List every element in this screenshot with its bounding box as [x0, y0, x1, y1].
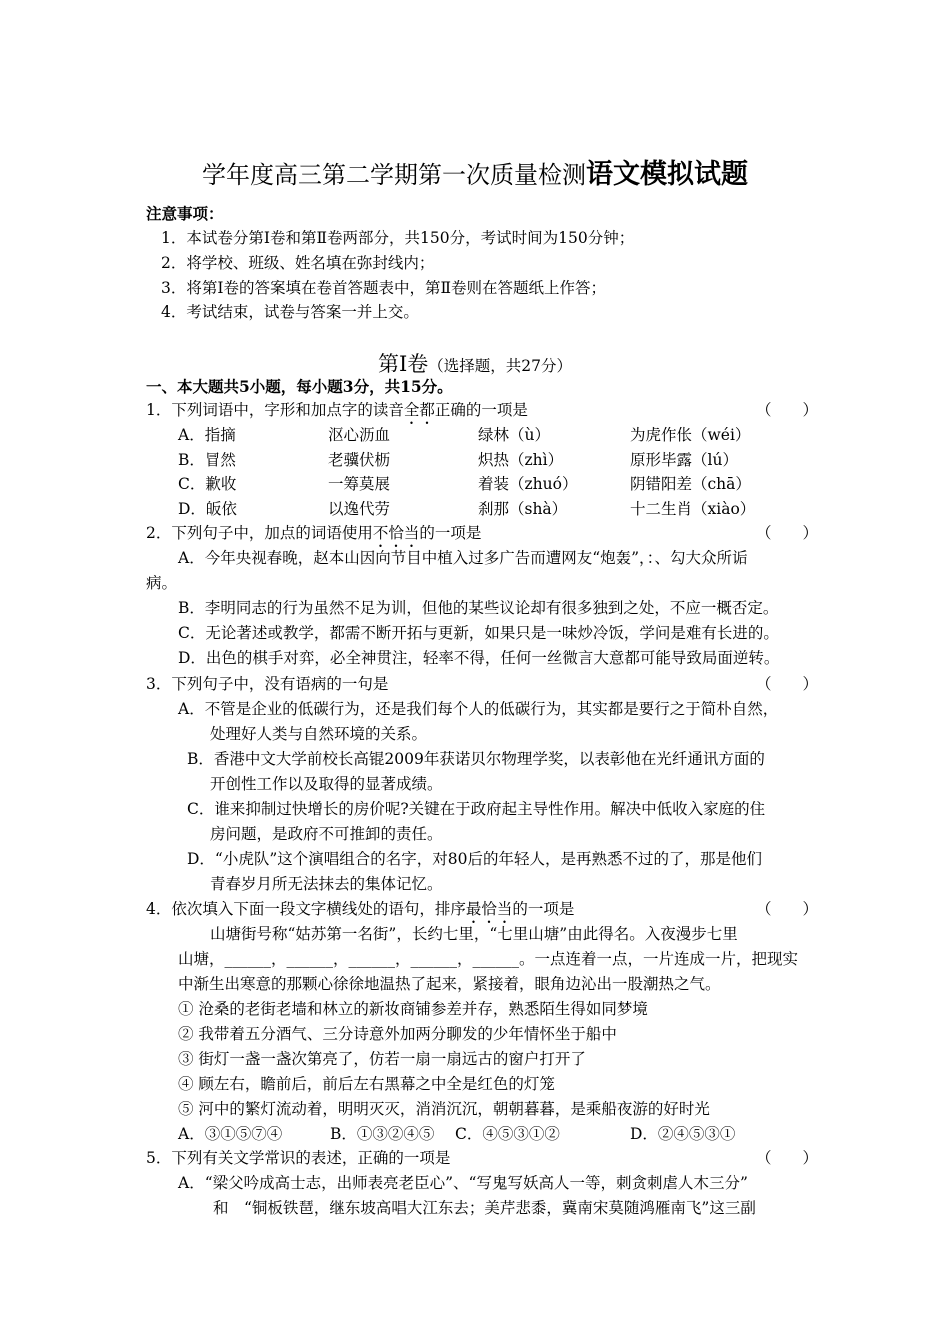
question-1-stem: 1．下列词语中，字形和加点字的读音全都正确的一项是 — [146, 401, 528, 419]
choice-option: C．④⑤③①② — [455, 1125, 560, 1143]
question-3-stem: 3．下列句子中，没有语病的一句是 — [146, 675, 389, 693]
emphasis-text: 不恰当 — [372, 524, 420, 542]
choice-option: A．③①⑤⑦④ — [178, 1125, 283, 1143]
question-2-stem: 2．下列句子中，加点的词语使用不恰当的一项是 — [146, 524, 482, 542]
sentence-item: ① 沧桑的老街老墙和林立的新妆商铺参差并存，熟悉陌生得如同梦境 — [178, 1000, 648, 1018]
notice-item: 3．将第Ⅰ卷的答案填在卷首答题表中，第Ⅱ卷则在答题纸上作答； — [161, 279, 607, 297]
option-text: A．不管是企业的低碳行为，还是我们每个人的低碳行为，其实都是要行之于简朴自然， — [178, 700, 779, 718]
option-text: 处理好人类与自然环境的关系。 — [210, 725, 428, 743]
sentence-item: ② 我带着五分酒气、三分诗意外加两分聊发的少年情怀坐于船中 — [178, 1025, 617, 1043]
notice-heading: 注意事项： — [146, 204, 224, 223]
answer-paren: （ ） — [756, 1149, 819, 1167]
emphasis-text: 最恰当 — [465, 900, 513, 918]
answer-paren: （ ） — [756, 401, 819, 419]
sentence-item: ⑤ 河中的繁灯流动着，明明灭灭，消消沉沉，朝朝暮暮，是乘船夜游的好时光 — [178, 1100, 710, 1118]
option-text: B．李明同志的行为虽然不足为训，但他的某些议论却有很多独到之处，不应一概否定。 — [178, 599, 779, 617]
part-heading: 一、本大题共5小题，每小题3分，共15分。 — [146, 377, 453, 396]
option-text: 青春岁月所无法抹去的集体记忆。 — [210, 875, 443, 893]
section-title — [0, 348, 950, 378]
emphasis-text: 全都 — [403, 401, 435, 419]
option-text: A．今年央视春晚，赵本山因向节目中植入过多广告而遭网友“炮轰”，：、勾大众所诟 — [178, 549, 748, 567]
option-text: C．无论著述或教学，都需不断开拓与更新，如果只是一味炒冷饭，学问是难有长进的。 — [178, 624, 779, 642]
question-4-stem: 4．依次填入下面一段文字横线处的语句，排序最恰当的一项是 — [146, 900, 575, 918]
passage-text: 山塘街号称“姑苏第一名街”，长约七里，“七里山塘”由此得名。入夜漫步七里 — [210, 925, 738, 943]
option-text: 和 “铜板铁琶，继东坡高唱大江东去；美芹悲黍，冀南宋莫随鸿雁南飞”这三副 — [213, 1199, 756, 1217]
page-title — [0, 152, 950, 191]
notice-item: 2．将学校、班级、姓名填在弥封线内； — [161, 254, 435, 272]
title-bold: 语文模拟试题 — [586, 159, 748, 190]
section-name: 第Ⅰ卷 — [377, 352, 429, 376]
section-note: （选择题，共27分） — [428, 357, 573, 375]
sentence-item: ③ 街灯一盏一盏次第亮了，仿若一扇一扇远古的窗户打开了 — [178, 1050, 586, 1068]
answer-paren: （ ） — [756, 524, 819, 542]
notice-item: 4．考试结束，试卷与答案一并上交。 — [161, 303, 419, 321]
sentence-item: ④ 顾左右，瞻前后，前后左右黑幕之中全是红色的灯笼 — [178, 1075, 555, 1093]
notice-item: 1．本试卷分第Ⅰ卷和第Ⅱ卷两部分，共150分，考试时间为150分钟； — [161, 229, 635, 247]
option-text: D．出色的棋手对弈，必全神贯注，轻率不得，任何一丝微言大意都可能导致局面逆转。 — [178, 649, 780, 667]
question-5-stem: 5．下列有关文学常识的表述，正确的一项是 — [146, 1149, 451, 1167]
option-text: 病。 — [146, 574, 178, 592]
option-text: 房问题，是政府不可推卸的责任。 — [210, 825, 443, 843]
option-text: C．谁来抑制过快增长的房价呢?关键在于政府起主导性作用。解决中低收入家庭的住 — [187, 800, 766, 818]
exam-page: 学年度高三第二学期第一次质量检测语文模拟试题 注意事项： 1．本试卷分第Ⅰ卷和第Ⅱ卷两部分，共150分，考试时间为150分钟； 2．将学校、班级、姓名填在弥封线内； 3．将第Ⅰ卷的答案填在卷首答题表中，第Ⅱ卷则在答题纸上作答； 4．考试结束，试卷与答案一并上交。 第Ⅰ卷（选择题，共27分） 一、本大题共5小题，每小题3分，共15分。 1．下列词语中，字形和加点字的读音全都正确的一项是 （ ） A．指摘 沤心沥血 绿林（ù） 为虎作伥（wéi） B．冒然 老骥伏枥 炽热（zhì） 原形毕露（lú） C．歉收 一筹莫展 着装（zhuó） 阴错阳差（chā） D．皈依 以逸代劳 刹那（shà） 十二生肖（xiào） 2．下列句子中，加点的词语使用不恰当的一项是 （ ） A．今年央视春晚，赵本山因向节目中植入过多广告而遭网友“炮轰”，：、勾大众所诟 病。 B．李明同志的行为虽然不足为训，但他的某些议论却有很多独到之处，不应一概否定。 C．无论著述或教学，都需不断开拓与更新，如果只是一味炒冷饭，学问是难有长进的。 D．出色的棋手对弈，必全神贯注，轻率不得，任何一丝微言大意都可能导致局面逆转。 3．下列句子中，没有语病的一句是 （ ） A．不管是企业的低碳行为，还是我们每个人的低碳行为，其实都是要行之于简朴自然， 处理好人类与自然环境的关系。 B．香港中文大学前校长高锟2009年获诺贝尔物理学奖，以表彰他在光纤通讯方面的 开创性工作以及取得的显著成绩。 C．谁来抑制过快增长的房价呢?关键在于政府起主导性作用。解决中低收入家庭的住 房问题，是政府不可推卸的责任。 D．“小虎队”这个演唱组合的名字，对80后的年轻人，是再熟悉不过的了，那是他们 青春岁月所无法抹去的集体记忆。 4．依次填入下面一段文字横线处的语句，排序最恰当的一项是 （ ） 山塘街号称“姑苏第一名街”，长约七里，“七里山塘”由此得名。入夜漫步七里 山塘，______，______，______，______，______。一点连着一点，一片连成一片，把现实 中渐生出寒意的那颗心徐徐地温热了起来，紧接着，眼角边沁出一股潮热之气。 ① 沧桑的老街老墙和林立的新妆商铺参差并存，熟悉陌生得如同梦境 ② 我带着五分酒气、三分诗意外加两分聊发的少年情怀坐于船中 ③ 街灯一盏一盏次第亮了，仿若一扇一扇远古的窗户打开了 ④ 顾左右，瞻前后，前后左右黑幕之中全是红色的灯笼 ⑤ 河中的繁灯流动着，明明灭灭，消消沉沉，朝朝暮暮，是乘船夜游的好时光 A．③①⑤⑦④ B．①③②④⑤ C．④⑤③①② D．②④⑤③① 5．下列有关文学常识的表述，正确的一项是 （ ） A．“梁父吟成高士志，出师表亮老臣心”、“写鬼写妖高人一等，刺贪刺虐人木三分” 和 “铜板铁琶，继东坡高唱大江东去；美芹悲黍，冀南宋莫随鸿雁南飞”这三副 — [0, 0, 950, 1344]
passage-text: 山塘，______，______，______，______，______。一点连着一点，一片连成一片，把现实 — [178, 950, 799, 968]
option-text: B．香港中文大学前校长高锟2009年获诺贝尔物理学奖，以表彰他在光纤通讯方面的 — [187, 750, 765, 768]
option-text: A．“梁父吟成高士志，出师表亮老臣心”、“写鬼写妖高人一等，刺贪刺虐人木三分” — [178, 1174, 748, 1192]
answer-paren: （ ） — [756, 675, 819, 693]
option-text: D．“小虎队”这个演唱组合的名字，对80后的年轻人，是再熟悉不过的了，那是他们 — [187, 850, 763, 868]
answer-paren: （ ） — [756, 900, 819, 918]
title-main: 学年度高三第二学期第一次质量检测 — [202, 161, 586, 189]
choice-option: B．①③②④⑤ — [330, 1125, 435, 1143]
passage-text: 中渐生出寒意的那颗心徐徐地温热了起来，紧接着，眼角边沁出一股潮热之气。 — [178, 975, 721, 993]
choice-option: D．②④⑤③① — [630, 1125, 736, 1143]
option-text: 开创性工作以及取得的显著成绩。 — [210, 775, 443, 793]
